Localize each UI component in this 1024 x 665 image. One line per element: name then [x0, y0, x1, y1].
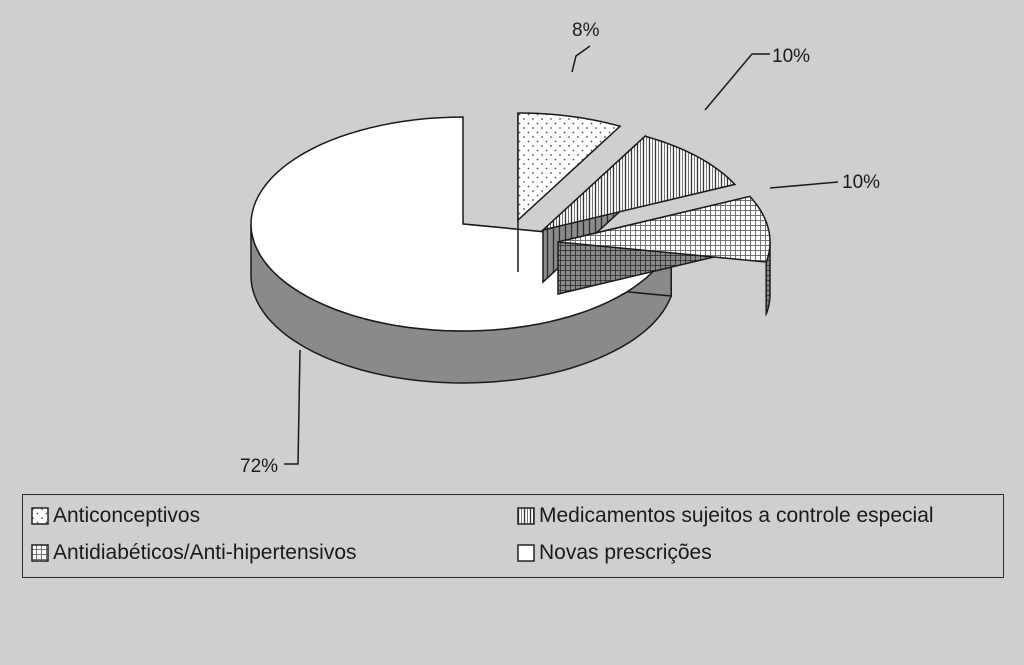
slice-top-3 [251, 117, 671, 331]
grid-swatch-icon [31, 544, 49, 562]
legend-item-anticonceptivos [31, 504, 200, 528]
slice-value-label-1: 10% [772, 46, 811, 67]
dots-swatch-icon [31, 507, 49, 525]
legend-item-novas-prescricoes [517, 541, 712, 565]
legend-item-medicamentos-controle [517, 504, 934, 528]
slice-value-label-2: 10% [842, 172, 881, 193]
leader-line-3 [284, 350, 300, 464]
legend-label: Anticonceptivos [53, 504, 201, 527]
leader-line-0 [572, 46, 590, 72]
legend-item-antidiabeticos [31, 541, 357, 565]
legend-label: Medicamentos sujeitos a controle especial [539, 504, 934, 527]
legend-label: Antidiabéticos/Anti-hipertensivos [53, 541, 357, 564]
legend [22, 494, 1004, 578]
leader-line-1 [705, 54, 770, 110]
slice-value-label-3: 72% [240, 456, 279, 477]
vertical-lines-swatch-icon [517, 507, 535, 525]
slice-value-label-0: 8% [572, 20, 600, 41]
legend-label: Novas prescrições [539, 541, 712, 564]
leader-line-2 [770, 182, 838, 188]
white-swatch-icon [517, 544, 535, 562]
